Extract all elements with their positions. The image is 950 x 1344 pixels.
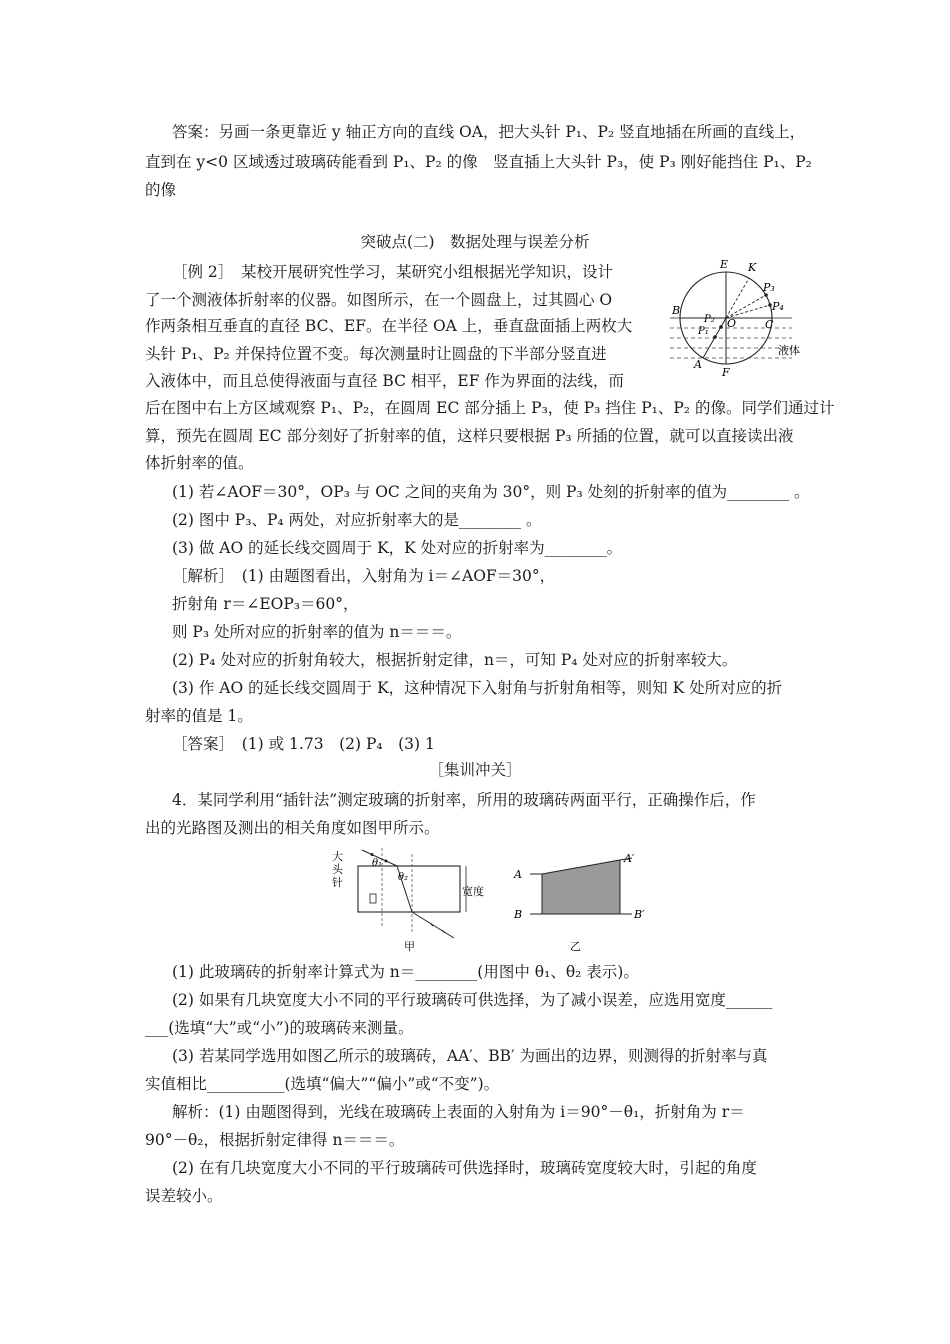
problem-4-analysis-4: 误差较小。 — [145, 1187, 223, 1205]
label-A-prime: A′ — [624, 852, 635, 865]
problem-4-question-3b: 实值相比__________(选填“偏大”“偏小”或“不变”)。 — [145, 1075, 500, 1093]
answer-example-2: ［答案］ (1) 或 1.73 (2) P₄ (3) 1 — [172, 735, 435, 753]
question-3: (3) 做 AO 的延长线交圆周于 K，K 处对应的折射率为________。 — [172, 539, 623, 557]
label-theta2: θ₂ — [398, 872, 409, 883]
label-B: B — [514, 908, 523, 921]
label-P2: P₂ — [704, 314, 715, 325]
small-square — [370, 894, 376, 903]
example-2-line-1: ［例 2］ 某校开展研究性学习，某研究小组根据光学知识，设计 — [172, 263, 614, 281]
analysis-line-6: 射率的值是 1。 — [145, 707, 253, 725]
label-liquid: 液体 — [778, 344, 800, 357]
label-B: B — [672, 304, 681, 317]
refractometer-disc-figure — [668, 256, 818, 376]
pin-label-2: 头 — [332, 863, 343, 876]
problem-4-analysis-2: 90°－θ₂，根据折射定律得 n＝＝＝。 — [145, 1131, 405, 1149]
label-F: F — [722, 366, 730, 376]
question-2: (2) 图中 P₃、P₄ 两处，对应折射率大的是________ 。 — [172, 511, 542, 529]
pin-4 — [442, 930, 445, 933]
practice-title: ［集训冲关］ — [428, 761, 522, 779]
label-P4: P₄ — [772, 300, 784, 313]
label-P1: P₁ — [698, 326, 709, 337]
caption-jia: 甲 — [404, 940, 415, 952]
caption-yi: 乙 — [570, 940, 581, 952]
label-C: C — [765, 318, 774, 331]
figure-jia — [330, 846, 495, 952]
pin-label-1: 大 — [332, 850, 343, 863]
label-K: K — [748, 261, 757, 274]
emergent-ray — [412, 912, 454, 938]
label-width: 宽度 — [462, 885, 484, 898]
problem-4-question-2b: ___(选填“大”或“小”)的玻璃砖来测量。 — [145, 1019, 414, 1037]
example-2-line-2: 了一个测液体折射率的仪器。如图所示，在一个圆盘上，过其圆心 O — [145, 291, 613, 309]
example-2-line-6: 后在图中右上方区域观察 P₁、P₂，在圆周 EC 部分插上 P₃，使 P₃ 挡住 P₁、P₂ 的像。同学们通过计 — [145, 399, 835, 417]
label-P3: P₃ — [763, 281, 775, 294]
section-title: 突破点(二) 数据处理与误差分析 — [360, 233, 590, 251]
example-2-line-4: 头针 P₁、P₂ 并保持位置不变。每次测量时让圆盘的下半部分竖直进 — [145, 345, 607, 363]
label-A: A — [694, 358, 702, 371]
line-OP3 — [726, 295, 766, 318]
problem-4-line-2: 出的光路图及测出的相关角度如图甲所示。 — [145, 819, 440, 837]
analysis-line-1: ［解析］ (1) 由题图看出，入射角为 i＝∠AOF＝30°， — [172, 567, 556, 585]
label-B-prime: B′ — [634, 908, 645, 921]
glass-block — [358, 866, 460, 912]
analysis-line-5: (3) 作 AO 的延长线交圆周于 K，这种情况下入射角与折射角相等，则知 K 处所对应的折 — [172, 679, 783, 697]
pin-P2 — [719, 325, 723, 329]
problem-4-line-1: 4．某同学利用“插针法”测定玻璃的折射率，所用的玻璃砖两面平行，正确操作后，作 — [172, 791, 756, 809]
example-2-line-8: 体折射率的值。 — [145, 454, 254, 472]
label-E: E — [720, 258, 729, 271]
question-1: (1) 若∠AOF＝30°，OP₃ 与 OC 之间的夹角为 30°，则 P₃ 处刻的折射率的值为________ 。 — [172, 483, 810, 501]
figure-yi — [508, 846, 658, 952]
problem-4-question-2a: (2) 如果有几块宽度大小不同的平行玻璃砖可供选择，为了减小误差，应选用宽度______ — [172, 991, 773, 1009]
label-O: O — [727, 317, 737, 330]
example-2-line-3: 作两条相互垂直的直径 BC、EF。在半径 OA 上，垂直盘面插上两枚大 — [145, 317, 633, 335]
glass-block-shaded — [542, 860, 620, 914]
answer-line-3: 的像 — [145, 181, 177, 199]
problem-4-analysis-3: (2) 在有几块宽度大小不同的平行玻璃砖可供选择时，玻璃砖宽度较大时，引起的角度 — [172, 1159, 757, 1177]
problem-4-question-1: (1) 此玻璃砖的折射率计算式为 n＝________(用图中 θ₁、θ₂ 表示)。 — [172, 963, 639, 981]
example-2-line-5: 入液体中，而且总使得液面与直径 BC 相平，EF 作为界面的法线，而 — [145, 372, 624, 390]
analysis-line-2: 折射角 r＝∠EOP₃＝60°， — [172, 595, 359, 613]
example-2-line-7: 算，预先在圆周 EC 部分刻好了折射率的值，这样只要根据 P₃ 所插的位置，就可以直接读出液 — [145, 427, 794, 445]
pin-label-3: 针 — [332, 876, 343, 889]
label-A: A — [514, 868, 522, 881]
pin-1 — [371, 853, 374, 856]
pin-2 — [385, 860, 388, 863]
analysis-line-3: 则 P₃ 处所对应的折射率的值为 n＝＝＝。 — [172, 623, 462, 641]
label-theta1: θ₁ — [372, 858, 383, 869]
analysis-line-4: (2) P₄ 处对应的折射角较大，根据折射定律，n＝，可知 P₄ 处对应的折射率较大。 — [172, 651, 738, 669]
pin-P1 — [713, 335, 717, 339]
problem-4-analysis-1: 解析：(1) 由题图得到，光线在玻璃砖上表面的入射角为 i＝90°－θ₁，折射角为 r＝ — [172, 1103, 745, 1121]
answer-line-2: 直到在 y<0 区域透过玻璃砖能看到 P₁、P₂ 的像 竖直插上大头针 P₃，使 P₃ 刚好能挡住 P₁、P₂ — [145, 153, 812, 171]
problem-4-question-3a: (3) 若某同学选用如图乙所示的玻璃砖，AA′、BB′ 为画出的边界，则测得的折射率与真 — [172, 1047, 768, 1065]
answer-line-1: 答案：另画一条更靠近 y 轴正方向的直线 OA，把大头针 P₁、P₂ 竖直地插在所画的直线上， — [172, 123, 806, 141]
